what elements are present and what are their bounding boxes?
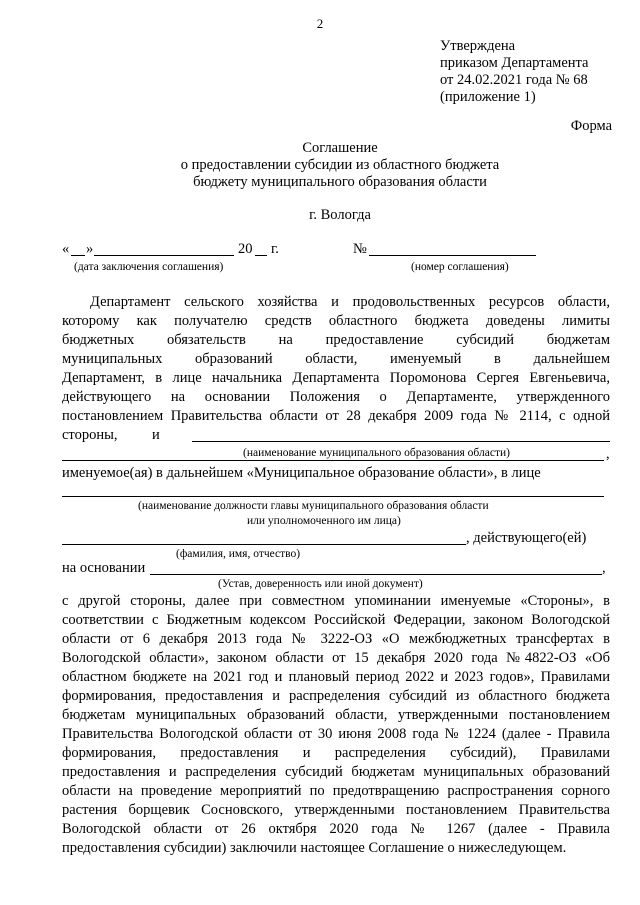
paragraph-line: действующего на основании Положения о Департаменте, утвержденного — [62, 389, 610, 405]
fio-blank — [62, 544, 466, 545]
title-line: Соглашение — [302, 140, 378, 156]
paragraph-line: с другой стороны, далее при совместном упоминании именуемые «Стороны», в — [62, 593, 610, 609]
basis-suffix: , — [602, 560, 606, 576]
year-prefix: 20 — [238, 241, 253, 257]
named-line: именуемое(ая) в дальнейшем «Муниципальное образование области», в лице — [62, 465, 541, 481]
year-blank — [255, 255, 267, 256]
paragraph-line: соответствии с Бюджетным кодексом Российской Федерации, законом Вологодской — [62, 612, 610, 628]
paragraph-line: муниципальных образований области, именуемый в дальнейшем — [62, 351, 610, 367]
approval-line: приказом Департамента — [440, 55, 589, 71]
basis-caption: (Устав, доверенность или иной документ) — [218, 578, 423, 590]
title-line: о предоставлении субсидии из областного бюджета — [180, 157, 500, 173]
municipality-blank-2 — [62, 460, 604, 461]
sides-word: стороны, — [62, 427, 118, 443]
paragraph-line: которому как получателю средств областного бюджета доведены лимиты — [62, 313, 610, 329]
paragraph-line: области от 6 декабря 2013 года № 3222-ОЗ «О межбюджетных трансфертах в — [62, 631, 610, 647]
paragraph-line: Департамент, в лице начальника Департамента Поромонова Сергея Евгеньевича, — [62, 370, 610, 386]
municipality-caption: (наименование муниципального образования области) — [243, 447, 510, 459]
paragraph-line: предоставления и распределения субсидий бюджетам муниципальных образований — [62, 764, 610, 780]
acting-text: , действующего(ей) — [466, 530, 587, 546]
head-caption: или уполномоченного им лица) — [247, 515, 401, 527]
paragraph-line: области на проведение мероприятий по предотвращению распространения сорного — [62, 783, 610, 799]
paragraph-line: постановлением Правительства области от 28 декабря 2009 года № 2114, с одной — [62, 408, 610, 424]
approval-line: от 24.02.2021 года № 68 — [440, 72, 588, 88]
approval-line: (приложение 1) — [440, 89, 536, 105]
paragraph-line: областном бюджете на 2021 год и плановый период 2022 и 2023 годов», Правилами — [62, 669, 610, 685]
page-number: 2 — [316, 16, 324, 31]
number-sign: № — [353, 241, 367, 257]
approval-line: Утверждена — [440, 38, 516, 54]
paragraph-line: предоставления субсидии) заключили настоящее Соглашение о нижеследующем. — [62, 840, 567, 856]
form-label: Форма — [570, 118, 612, 134]
paragraph-line: Вологодской области от 26 октября 2020 года № 1267 (далее - Правила — [62, 821, 610, 837]
title-line: бюджету муниципального образования области — [193, 174, 487, 190]
date-open-quote: « — [62, 241, 70, 257]
paragraph-line: формирования, предоставления и распределения субсидий), Правилами — [62, 745, 610, 761]
document-title — [0, 140, 640, 191]
day-blank — [71, 255, 85, 256]
paragraph-line: Департамент сельского хозяйства и продовольственных ресурсов области, — [90, 294, 610, 310]
number-blank — [369, 255, 536, 256]
paragraph-line: формирования, предоставления и распределения субсидий из областного бюджета — [62, 688, 610, 704]
date-caption: (дата заключения соглашения) — [74, 261, 224, 273]
fio-caption: (фамилия, имя, отчество) — [176, 548, 301, 560]
paragraph-line: Вологодской области», законом области от 15 декабря 2020 года №4822-ОЗ «Об — [62, 650, 610, 666]
and-word: и — [152, 427, 160, 443]
paragraph-line: бюджетам муниципальных образований области, утвержденными постановлением — [62, 707, 610, 723]
paragraph-line: Правительства Вологодской области от 30 июня 2008 года № 1224 (далее - Правила — [62, 726, 610, 742]
basis-prefix: на основании — [62, 560, 146, 576]
municipality-comma: , — [606, 446, 610, 462]
head-blank — [62, 496, 604, 497]
month-blank — [94, 255, 234, 256]
city: г. Вологда — [309, 207, 371, 223]
approval-stamp — [440, 38, 588, 106]
basis-blank — [150, 574, 602, 575]
head-caption: (наименование должности главы муниципального образования области — [138, 500, 489, 512]
paragraph-line: бюджетных обязательств на предоставление субсидий бюджетам — [62, 332, 610, 348]
date-close-quote: » — [86, 241, 94, 257]
paragraph-line: растения борщевик Сосновского, утвержденными постановлением Правительства — [62, 802, 610, 818]
municipality-blank — [192, 441, 610, 442]
number-caption: (номер соглашения) — [411, 261, 509, 273]
year-suffix: г. — [271, 241, 279, 257]
